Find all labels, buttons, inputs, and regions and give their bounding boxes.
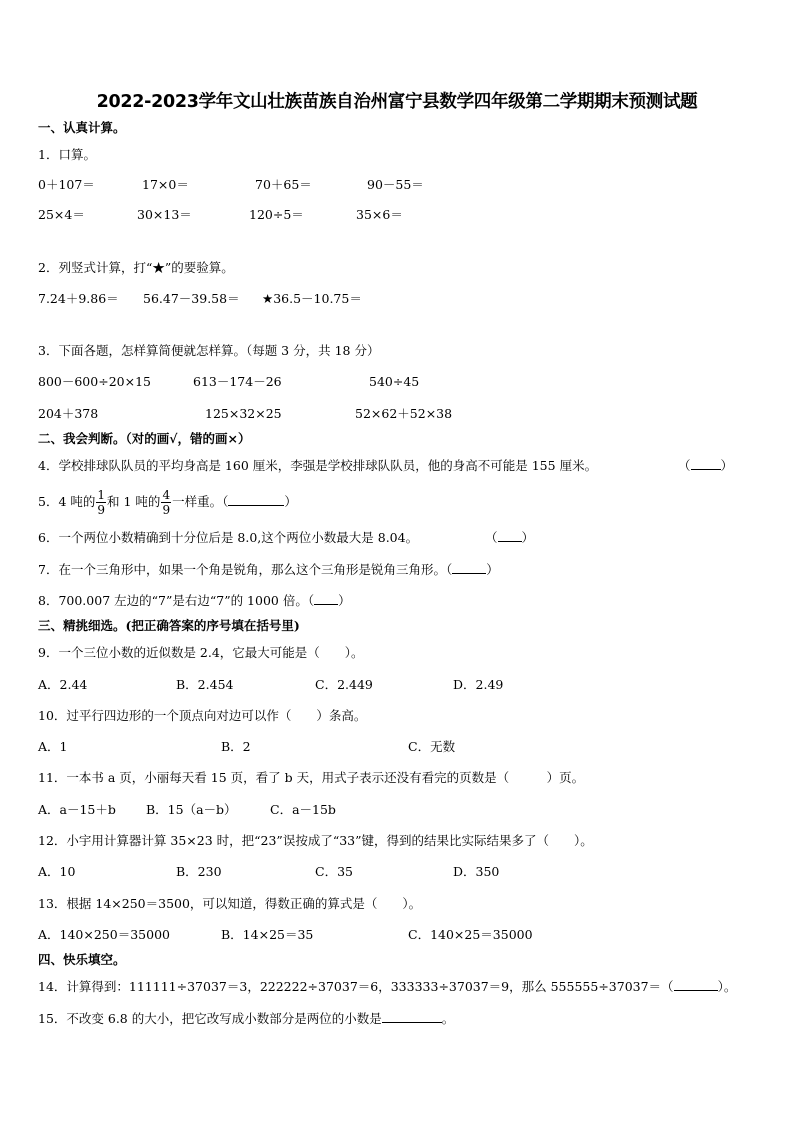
q11-option-a[interactable]: A．a－15＋b [38,802,116,817]
q12-option-b[interactable]: B．230 [176,864,222,879]
page-title: 2022-2023学年文山壮族苗族自治州富宁县数学四年级第二学期期末预测试题 [96,92,698,112]
q3-row-2 [0,405,794,423]
q3-item: 52×62＋52×38 [355,406,453,421]
q11-options [0,801,794,819]
q14-bracket-close: ）。 [717,979,737,994]
q1-item: 17×0＝ [142,177,189,192]
q9-options [0,676,794,694]
q3-item: 540÷45 [369,374,420,389]
q12-options [0,863,794,881]
q6-bracket-close: ） [521,530,535,545]
q3-item: 613－174－26 [193,374,282,389]
q15-text: 15．不改变 6.8 的大小，把它改写成小数部分是两位的小数是 [38,1011,382,1026]
q3-label: 3．下面各题，怎样算简便就怎样算。（每题 3 分，共 18 分） [38,343,380,358]
q12-option-d[interactable]: D．350 [453,864,500,879]
q6-text: 6．一个两位小数精确到十分位后是 8.0,这个两位小数最大是 8.04。 [38,530,419,545]
q1-item: 90－55＝ [367,177,424,192]
q4-answer[interactable] [678,457,733,475]
q11-option-c[interactable]: C．a－15b [270,802,336,817]
fraction-4-9 [161,488,171,517]
q6 [38,529,418,547]
q2-item: 7.24＋9.86＝ [38,291,119,306]
q2-item: ★36.5－10.75＝ [262,291,362,306]
q4-bracket-open: （ [678,458,691,473]
q5-text-2: 和 1 吨的 [107,494,161,509]
q1-item: 30×13＝ [137,207,192,222]
q4-text: 4．学校排球队队员的平均身高是 160 厘米，李强是学校排球队队员，他的身高不可能是 155 厘米。 [38,458,598,473]
q12-option-c[interactable]: C．35 [315,864,353,879]
q4-answer-blank[interactable] [691,457,721,470]
q10-options [0,738,794,756]
q6-bracket-open: （ [485,530,498,545]
q15-answer-blank[interactable] [382,1010,442,1023]
q9-option-b[interactable]: B．2.454 [176,677,234,692]
q15-end: 。 [441,1011,455,1026]
section-3-heading: 三、精挑细选。(把正确答案的序号填在括号里) [38,618,300,633]
q10-option-a[interactable]: A．1 [38,739,68,754]
q9-option-d[interactable]: D．2.49 [453,677,504,692]
q3-row-1 [0,373,794,391]
q13-options [0,926,794,944]
q8 [38,592,351,610]
q1-item: 70＋65＝ [255,177,312,192]
q7-answer-blank[interactable] [452,561,486,574]
q5-bracket-close: ） [284,494,297,509]
q14 [38,978,736,996]
q10-text: 10．过平行四边形的一个顶点向对边可以作（ ）条高。 [38,708,367,723]
section-4-heading: 四、快乐填空。 [38,952,126,967]
section-1-heading: 一、认真计算。 [38,120,126,135]
fraction-denominator: 9 [97,503,106,517]
q14-text: 14．计算得到：111111÷37037＝3，222222÷37037＝6，333333÷37037＝9，那么 555555÷37037＝（ [38,979,674,994]
q15 [38,1010,454,1028]
q11-text: 11．一本书 a 页，小丽每天看 15 页，看了 b 天，用式子表示还没有看完的页数是（ ）页。 [38,770,585,785]
q1-item: 25×4＝ [38,207,85,222]
q2-item: 56.47－39.58＝ [143,291,240,306]
q14-answer-blank[interactable] [674,978,718,991]
q8-bracket-close: ） [338,593,351,608]
q11-option-b[interactable]: B．15（a－b） [146,802,237,817]
q13-text: 13．根据 14×250＝3500，可以知道，得数正确的算式是（ ）。 [38,896,422,911]
q6-answer-blank[interactable] [498,529,522,542]
q9-text: 9．一个三位小数的近似数是 2.4，它最大可能是（ ）。 [38,645,364,660]
q5-answer-blank[interactable] [228,493,284,506]
q12-text: 12．小宇用计算器计算 35×23 时，把“23”误按成了“33”键，得到的结果比实际结果多了（ ）。 [38,833,593,848]
fraction-numerator: 4 [162,488,171,502]
q5 [38,484,297,520]
q10-option-c[interactable]: C．无数 [408,739,456,754]
fraction-denominator: 9 [162,503,171,517]
q3-item: 800－600÷20×15 [38,374,151,389]
q10-option-b[interactable]: B．2 [221,739,251,754]
fraction-1-9 [96,488,106,517]
q7 [38,561,499,579]
q9-option-a[interactable]: A．2.44 [38,677,88,692]
fraction-numerator: 1 [97,488,106,502]
q7-bracket-close: ） [486,562,499,577]
q1-item: 35×6＝ [356,207,403,222]
q4-bracket-close: ） [720,458,734,473]
q13-option-a[interactable]: A．140×250＝35000 [38,927,170,942]
q3-item: 204＋378 [38,406,99,421]
q2-label: 2．列竖式计算，打“★”的要验算。 [38,260,234,275]
q4 [38,457,597,475]
q1-item: 0＋107＝ [38,177,95,192]
q7-text: 7．在一个三角形中，如果一个角是锐角，那么这个三角形是锐角三角形。（ [38,562,453,577]
q12-option-a[interactable]: A．10 [38,864,76,879]
q3-item: 125×32×25 [205,406,282,421]
q8-text: 8．700.007 左边的“7”是右边“7”的 1000 倍。（ [38,593,315,608]
q2-items [0,290,794,308]
section-2-heading: 二、我会判断。（对的画√，错的画×） [38,431,251,446]
q1-row-2 [0,206,794,224]
q6-answer[interactable] [485,529,534,547]
q1-item: 120÷5＝ [249,207,304,222]
q9-option-c[interactable]: C．2.449 [315,677,373,692]
q8-answer-blank[interactable] [314,592,338,605]
q1-label: 1．口算。 [38,147,96,162]
q13-option-c[interactable]: C．140×25＝35000 [408,927,533,942]
q5-text-3: 一样重。（ [172,494,229,509]
q5-text-1: 5．4 吨的 [38,494,96,509]
q1-row-1 [0,176,794,194]
q13-option-b[interactable]: B．14×25＝35 [221,927,314,942]
